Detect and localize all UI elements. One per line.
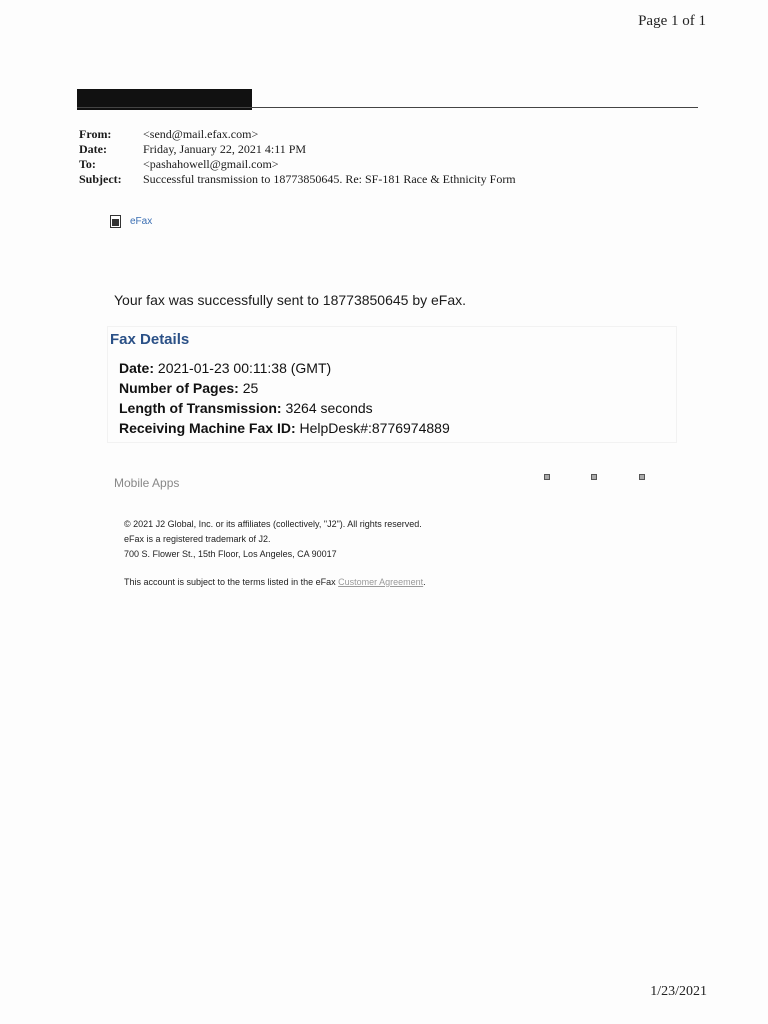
terms-text: This account is subject to the terms listed in the eFax [124,577,336,587]
app-store-icon[interactable] [544,474,550,480]
mobile-apps-label: Mobile Apps [114,476,180,490]
efax-logo[interactable] [110,215,152,228]
detail-length-label: Length of Transmission: [119,400,282,416]
broken-image-icon [110,215,121,228]
to-row [79,157,516,172]
from-label: From: [79,127,112,141]
google-play-icon[interactable] [591,474,597,480]
customer-agreement-link[interactable]: Customer Agreement [338,577,424,587]
to-label: To: [79,157,96,171]
from-value: <send@mail.efax.com> [143,127,259,141]
print-date: 1/23/2021 [650,984,707,999]
copyright-text: © 2021 J2 Global, Inc. or its affiliates (collectively, "J2"). All rights reserved. [124,519,422,529]
subject-row [79,172,516,187]
from-row [79,127,516,142]
detail-pages-label: Number of Pages: [119,380,239,396]
page-number: Page 1 of 1 [638,13,706,29]
email-headers [79,127,516,187]
detail-date-label: Date: [119,360,155,376]
detail-machine-label: Receiving Machine Fax ID: [119,420,296,436]
detail-machine-value: HelpDesk#:8776974889 [299,420,450,436]
date-row [79,142,516,157]
address-text: 700 S. Flower St., 15th Floor, Los Angeles, CA 90017 [124,549,337,559]
terms-line [124,577,426,587]
detail-machine [119,418,450,438]
fax-details-list [119,358,450,438]
date-value: Friday, January 22, 2021 4:11 PM [143,142,307,156]
header-divider [77,107,698,108]
fax-details-title: Fax Details [110,331,190,348]
detail-pages-value: 25 [242,380,259,396]
subject-label: Subject: [79,172,122,186]
detail-length-value: 3264 seconds [285,400,373,416]
subject-value: Successful transmission to 18773850645. Re: SF-181 Race & Ethnicity Form [143,172,516,186]
detail-date [119,358,450,378]
to-value: <pashahowell@gmail.com> [143,157,279,171]
footer-legal [124,517,422,562]
success-message: Your fax was successfully sent to 18773850645 by eFax. [114,292,467,308]
terms-period: . [423,577,426,587]
logo-alt-text: eFax [130,216,153,227]
trademark-text: eFax is a registered trademark of J2. [124,534,271,544]
amazon-apps-icon[interactable] [639,474,645,480]
detail-date-value: 2021-01-23 00:11:38 (GMT) [157,360,332,376]
date-label: Date: [79,142,107,156]
detail-pages [119,378,450,398]
detail-length [119,398,450,418]
